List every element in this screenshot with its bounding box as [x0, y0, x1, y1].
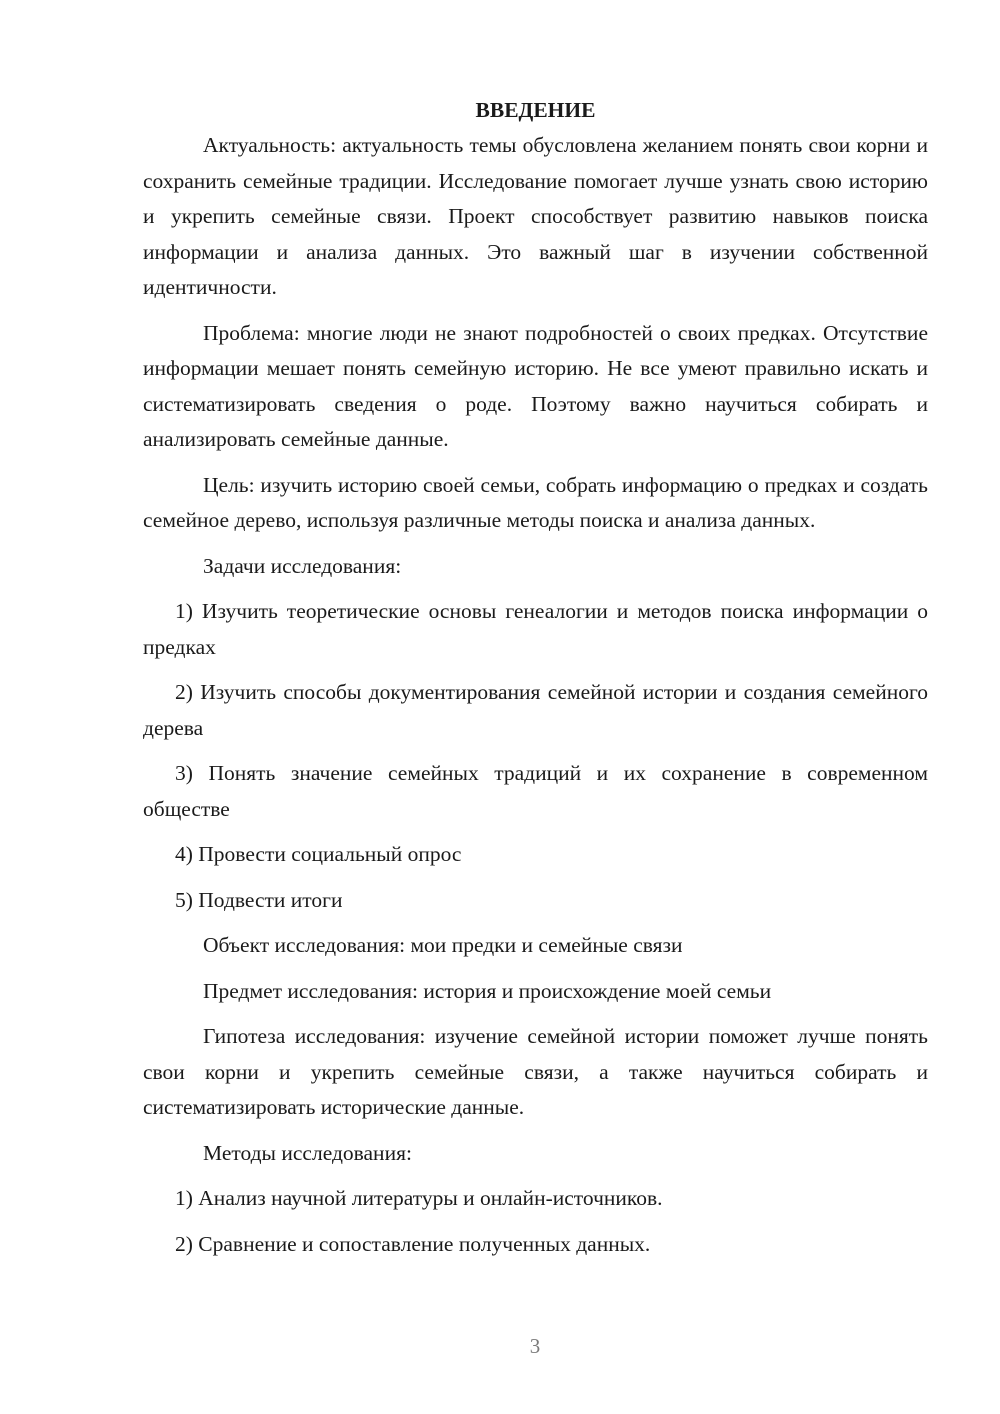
- research-object: Объект исследования: мои предки и семейные связи: [203, 933, 683, 957]
- task-item-5: 5) Подвести итоги: [175, 887, 343, 912]
- method-item-1: 1) Анализ научной литературы и онлайн-источников.: [175, 1186, 663, 1210]
- task-item-4: 4) Провести социальный опрос: [175, 842, 462, 866]
- page-content: [143, 92, 928, 1272]
- task-item-3: 3) Понять значение семейных традиций и их сохранение в современном обществе: [143, 761, 928, 821]
- problem-paragraph: Проблема: многие люди не знают подробностей о своих предках. Отсутствие информации мешает понять семейную историю. Не все умеют правильно искать и систематизировать сведения о роде. Поэтому важно научиться собирать и анализировать семейные данные.: [143, 320, 928, 451]
- research-subject: Предмет исследования: история и происхождение моей семьи: [203, 978, 772, 1003]
- methods-heading: Методы исследования:: [203, 1140, 412, 1165]
- hypothesis-paragraph: Гипотеза исследования: изучение семейной истории поможет лучше понять свои корни и укрепить семейные связи, а также научиться собирать и систематизировать исторические данные.: [143, 1024, 928, 1119]
- task-item-2: 2) Изучить способы документирования семейной истории и создания семейного дерева: [143, 680, 928, 740]
- goal-paragraph: Цель: изучить историю своей семьи, собрать информацию о предках и создать семейное дерево, используя различные методы поиска и анализа данных.: [143, 472, 928, 532]
- task-item-1: 1) Изучить теоретические основы генеалогии и методов поиска информации о предках: [143, 599, 928, 659]
- tasks-heading: Задачи исследования:: [203, 553, 402, 578]
- section-heading: ВВЕДЕНИЕ: [475, 98, 596, 122]
- relevance-paragraph: Актуальность: актуальность темы обусловлена желанием понять свои корни и сохранить семейные традиции. Исследование помогает лучше узнать свою историю и укрепить семейные связи. Проект способствует развитию навыков поиска информации и анализа данных. Это важный шаг в изучении собственной идентичности.: [143, 133, 928, 299]
- method-item-2: 2) Сравнение и сопоставление полученных данных.: [175, 1231, 651, 1256]
- page-number: 3: [529, 1334, 541, 1358]
